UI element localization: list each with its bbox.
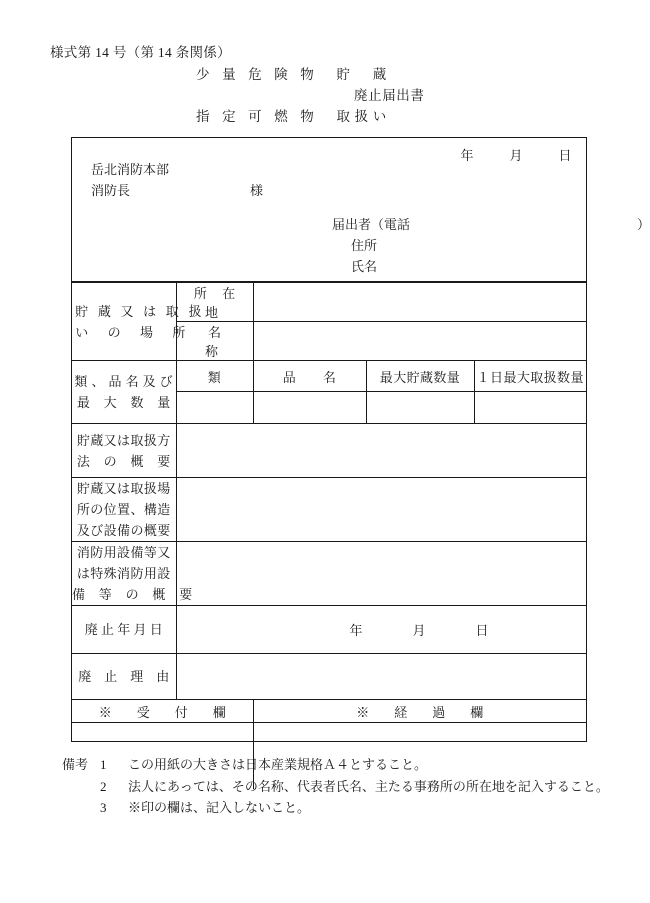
sublabel-location: 所 在 地 [176, 283, 253, 322]
field-structure-value[interactable] [176, 478, 586, 542]
field-abolition-date-value[interactable] [176, 606, 586, 654]
label-fire-equipment-line3: 備 等 の 概 要 [72, 587, 193, 602]
label-abolition-date: 廃 止 年 月 日 [72, 606, 176, 654]
label-class-quantity-line1: 類 、 品 名 及 び [74, 374, 174, 389]
remarks-label: 備考 [62, 757, 89, 772]
remarks-row [62, 776, 607, 798]
submission-date-month: 月 [509, 148, 523, 163]
label-handling-method-line2: 法 の 概 要 [76, 453, 171, 469]
submitter-block [332, 214, 650, 277]
label-fire-equipment-line1: 消防用設備等又 [76, 545, 171, 560]
form-outer-box [71, 137, 650, 742]
submitter-phone-label: 届出者（電話 [332, 217, 411, 232]
label-structure [72, 478, 176, 542]
label-handling-method-line1: 貯蔵又は取扱方 [76, 432, 171, 448]
remarks-item-number: 3 [100, 800, 107, 815]
title-line-storage: 少 量 危 険 物 貯 蔵 [196, 67, 391, 82]
label-structure-line3: 及び設備の概要 [76, 523, 171, 538]
addressee-organization: 岳北消防本部 [91, 162, 170, 177]
table-row-structure [72, 478, 586, 542]
submission-date-day: 日 [558, 148, 572, 163]
field-max-storage-value[interactable] [366, 392, 474, 424]
field-location-value[interactable] [253, 283, 586, 322]
remarks-item-text: 法人にあっては、その名称、代表者氏名、主たる事務所の所在地を記入すること。 [128, 778, 609, 794]
remarks-item-number: 1 [100, 757, 107, 772]
colheader-max-daily-handling: １日最大取扱数量 [474, 361, 586, 392]
field-fire-equipment-value[interactable] [176, 542, 586, 606]
field-product-name-value[interactable] [253, 392, 366, 424]
colheader-class: 類 [176, 361, 253, 392]
remarks-item-text: ※印の欄は、記入しないこと。 [128, 800, 311, 815]
field-max-daily-value[interactable] [474, 392, 586, 424]
submitter-address-label: 住所 [351, 238, 378, 253]
addressee-honorific: 様 [250, 183, 264, 198]
remarks-item-number: 2 [100, 778, 107, 794]
submitter-name-label: 氏名 [351, 259, 378, 274]
table-row-fire-equipment [72, 542, 586, 606]
label-structure-line1: 貯蔵又は取扱場 [76, 481, 171, 496]
remarks-row [62, 797, 607, 819]
label-structure-line2: 所の位置、構造 [76, 502, 171, 517]
document-title [196, 63, 588, 125]
table-row-abolition-reason [72, 654, 586, 700]
label-fire-equipment-line2: は特殊消防用設 [76, 566, 171, 581]
addressee-title: 消防長 [91, 183, 131, 198]
submission-date-line [460, 145, 572, 164]
field-abolition-reason-value[interactable] [176, 654, 586, 700]
title-line-handling: 指 定 可 燃 物 取扱い [196, 109, 391, 124]
form-number: 様式第 14 号（第 14 条関係） [50, 45, 231, 60]
remarks-item-text: この用紙の大きさは日本産業規格Ａ４とすること。 [128, 757, 428, 772]
table-row-class-header [72, 361, 586, 392]
label-storage-place [72, 283, 205, 361]
label-class-quantity-line2: 最 大 数 量 [76, 395, 171, 410]
label-class-quantity [72, 361, 176, 424]
header-progress-column: ※ 経 過 欄 [253, 700, 586, 723]
form-table [72, 282, 586, 789]
submission-date-year: 年 [460, 148, 474, 163]
label-storage-place-line1: 貯 蔵 又 は 取 扱 [75, 303, 205, 319]
label-abolition-reason: 廃 止 理 由 [72, 654, 176, 700]
title-main-abolition-notification: 廃止届出書 [354, 88, 425, 103]
table-row-method [72, 424, 586, 478]
table-row-office-headers [72, 700, 586, 723]
addressee-block [91, 159, 169, 201]
label-storage-place-line2: い の 場 所 [75, 324, 189, 340]
abolition-date-month: 月 [412, 623, 427, 638]
submitter-phone-paren-close: ） [637, 217, 650, 232]
remarks-section [62, 754, 607, 819]
remarks-row [62, 754, 607, 776]
abolition-date-year: 年 [349, 623, 363, 638]
header-receipt-column: ※ 受 付 欄 [72, 700, 253, 723]
abolition-date-day: 日 [475, 623, 490, 638]
table-row-abolition-date [72, 606, 586, 654]
colheader-product-name: 品 名 [253, 361, 366, 392]
field-handling-method-value[interactable] [176, 424, 586, 478]
form-header-section [72, 138, 650, 282]
submitter-phone-line [332, 214, 650, 235]
colheader-max-storage: 最大貯蔵数量 [366, 361, 474, 392]
table-row-location [72, 283, 586, 322]
label-fire-equipment [72, 542, 193, 606]
sublabel-name: 名 称 [176, 322, 253, 361]
field-class-value[interactable] [176, 392, 253, 424]
label-handling-method [72, 424, 176, 478]
field-name-value[interactable] [253, 322, 586, 361]
